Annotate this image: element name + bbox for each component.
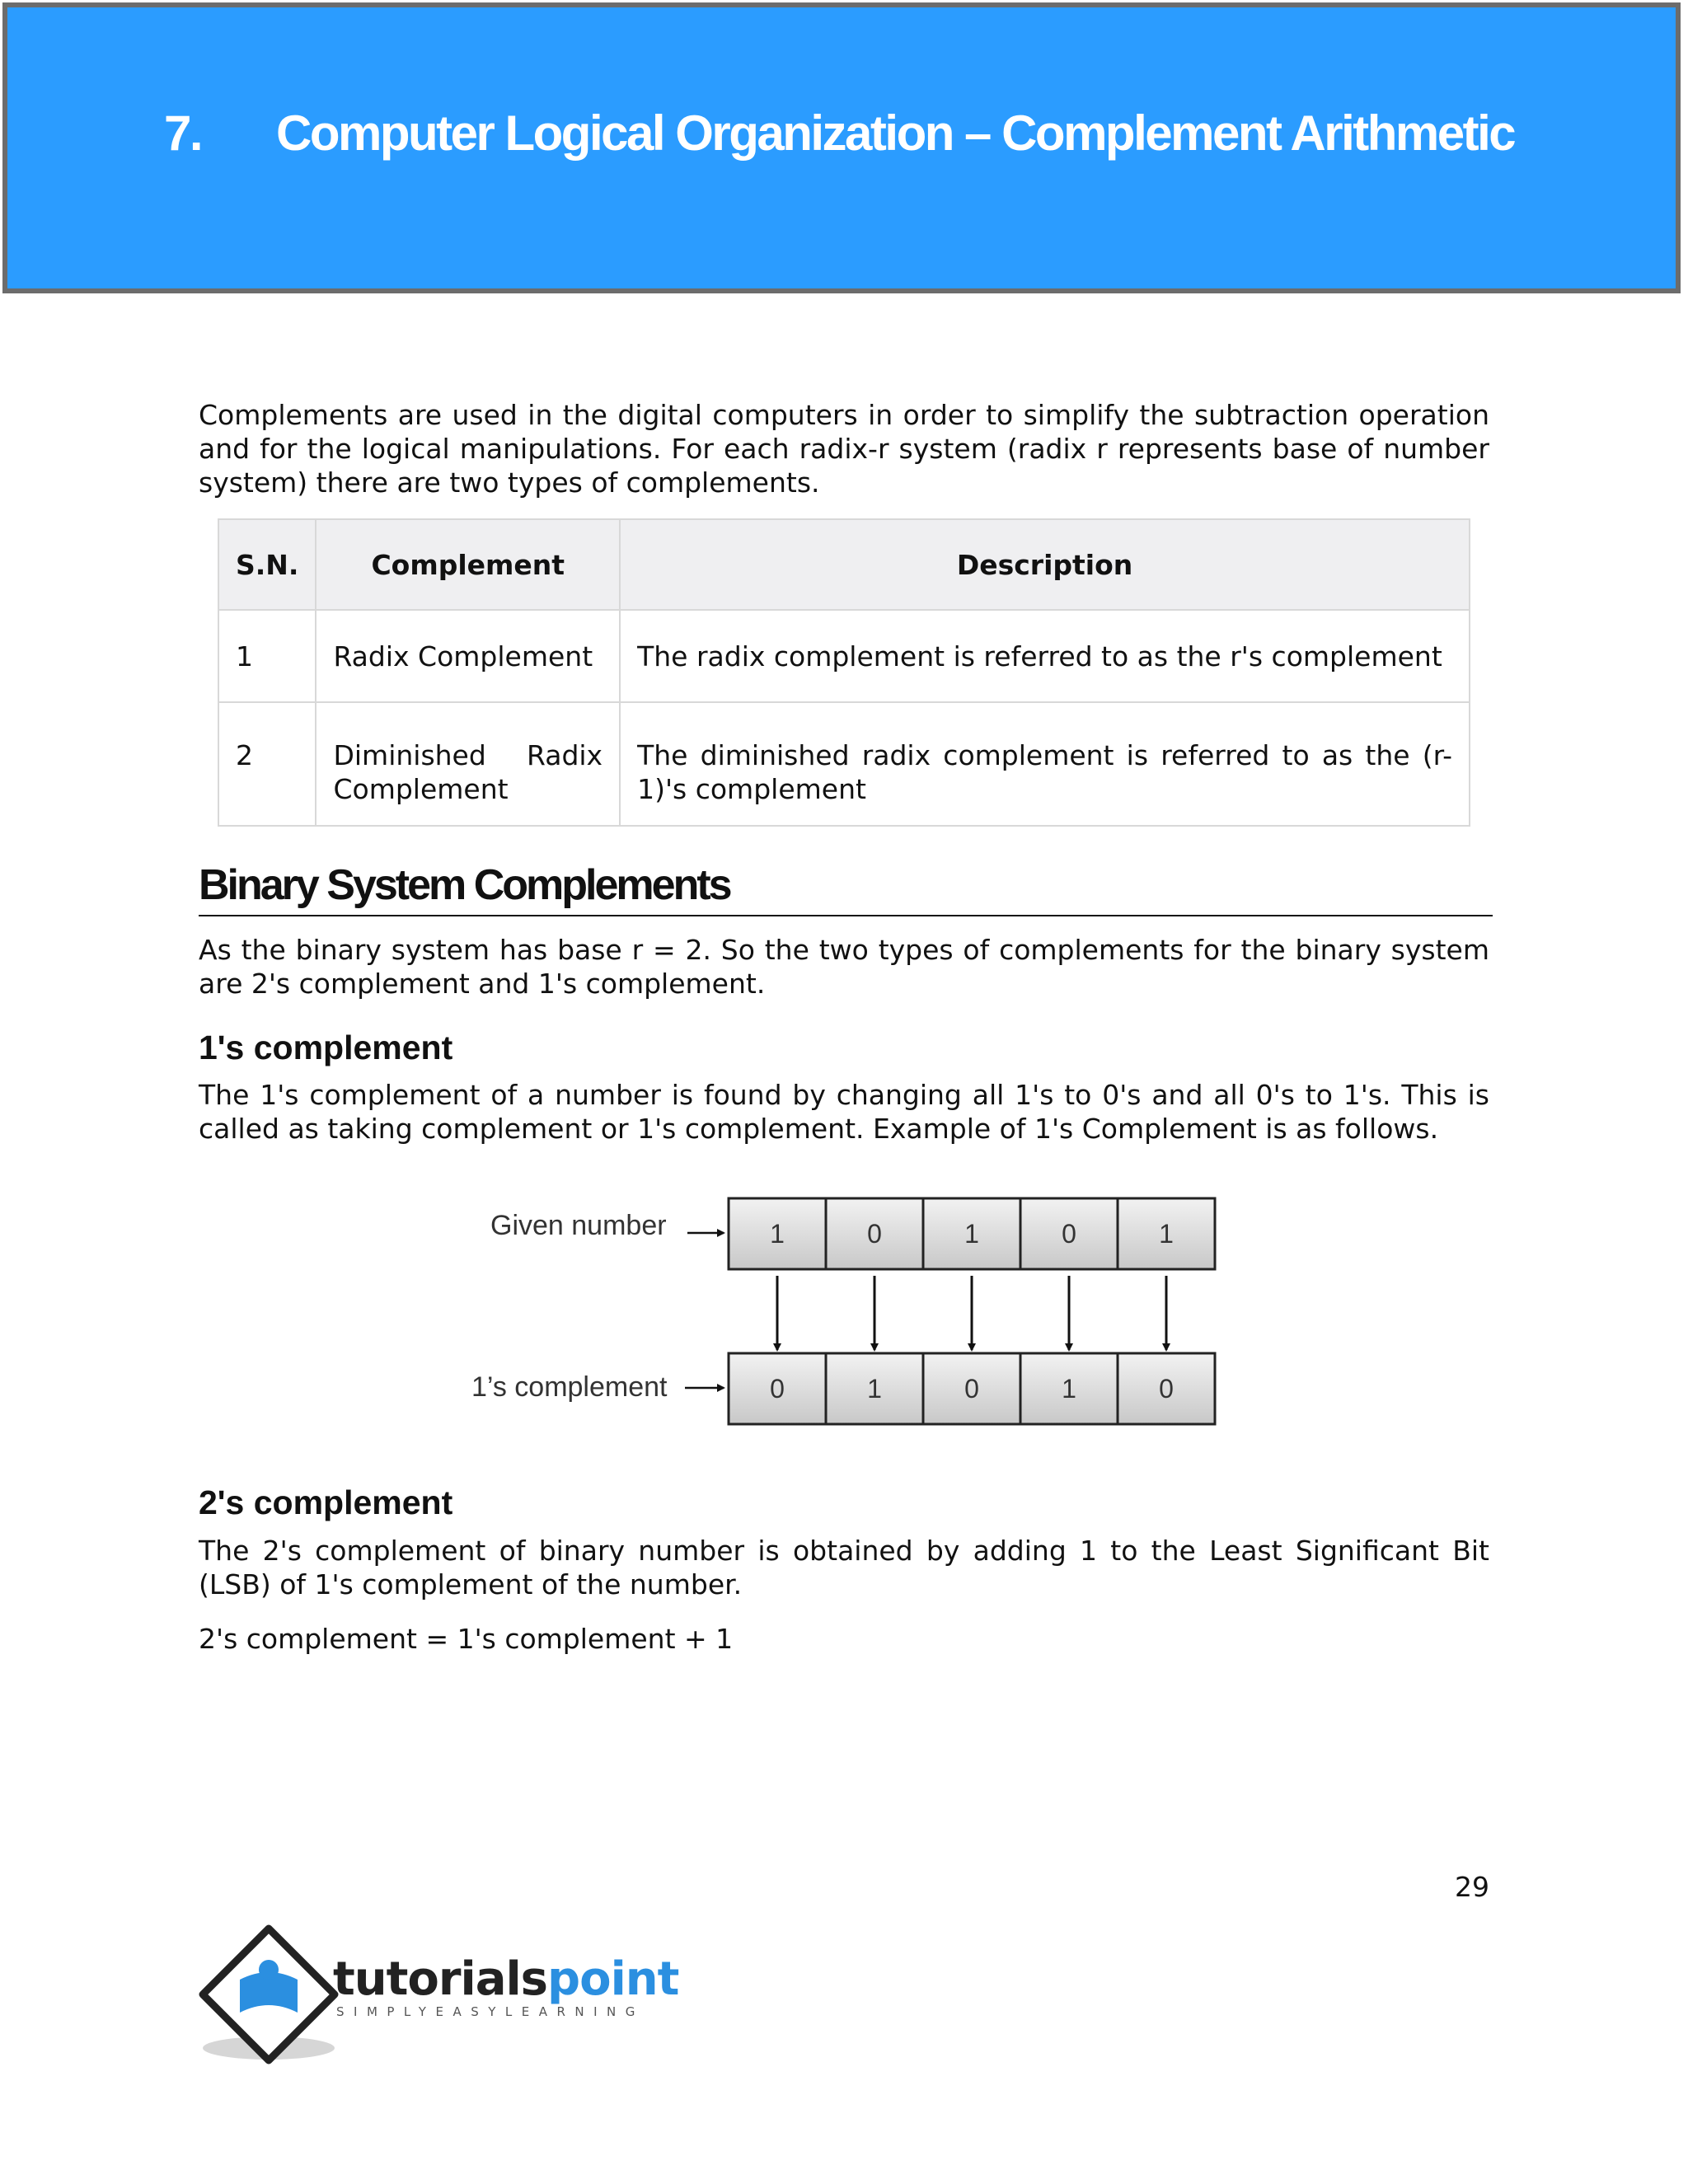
ones-complement-label: 1’s complement: [471, 1371, 668, 1403]
logo-tagline: SIMPLYEASYLEARNING: [336, 2004, 645, 2019]
chapter-title-text: Computer Logical Organization – Complement Arithmetic: [276, 105, 1515, 161]
chapter-title: [164, 105, 1514, 162]
cell-complement: Radix Complement: [316, 610, 620, 702]
twos-complement-paragraph: The 2's complement of binary number is obtained by adding 1 to the Least Significant Bit (LSB) of 1's complement of the number.: [199, 1535, 1489, 1601]
complement-table: [218, 518, 1470, 827]
given-bit-value: 1: [964, 1219, 979, 1249]
ones-complement-diagram: [462, 1179, 1228, 1434]
result-bit-value: 0: [770, 1374, 785, 1404]
twos-complement-formula: 2's complement = 1's complement + 1: [199, 1623, 734, 1655]
result-bit-value: 1: [867, 1374, 882, 1404]
section-heading-binary: Binary System Complements: [199, 857, 1493, 916]
chapter-number: 7.: [164, 105, 202, 161]
header-complement: Complement: [316, 519, 620, 610]
given-number-label: Given number: [490, 1210, 667, 1241]
given-bit-value: 1: [770, 1219, 785, 1249]
cell-sn: 2: [218, 702, 316, 826]
cell-description: The radix complement is referred to as the r's complement: [620, 610, 1470, 702]
result-bit-value: 0: [1159, 1374, 1174, 1404]
twos-complement-heading: 2's complement: [199, 1483, 453, 1521]
table-row: [218, 610, 1470, 702]
table-row: [218, 702, 1470, 826]
intro-paragraph: Complements are used in the digital computers in order to simplify the subtraction operation and for the logical manipulations. For each radix-r system (radix r represents base of number system) there are two types of complements.: [199, 399, 1489, 499]
logo-name-right: point: [547, 1952, 679, 2006]
result-bit-value: 0: [964, 1374, 979, 1404]
bit-arrows: [777, 1276, 1166, 1350]
header-description: Description: [620, 519, 1470, 610]
binary-paragraph: As the binary system has base r = 2. So the two types of complements for the binary system are 2's complement and 1's complement.: [199, 934, 1489, 1000]
given-bits-row: [729, 1198, 1215, 1269]
given-bit-value: 0: [1062, 1219, 1076, 1249]
result-bit-value: 1: [1062, 1374, 1076, 1404]
logo-name-left: tutorials: [333, 1952, 548, 2006]
svg-text:tutorialspoint: [333, 1952, 679, 2006]
given-bit-value: 1: [1159, 1219, 1174, 1249]
ones-complement-paragraph: The 1's complement of a number is found by changing all 1's to 0's and all 0's to 1's. This is called as taking complement or 1's complement. Example of 1's Complement is as follows.: [199, 1079, 1489, 1145]
cell-description: The diminished radix complement is referred to as the (r-1)'s complement: [620, 702, 1470, 826]
tutorialspoint-logo: [195, 1922, 689, 2070]
result-bits-row: [729, 1353, 1215, 1424]
ones-complement-heading: 1's complement: [199, 1029, 453, 1066]
header-sn: S.N.: [218, 519, 316, 610]
cell-sn: 1: [218, 610, 316, 702]
page-number: 29: [1455, 1871, 1489, 1903]
given-bit-value: 0: [867, 1219, 882, 1249]
table-header-row: [218, 519, 1470, 610]
cell-complement: Diminished Radix Complement: [316, 702, 620, 826]
logo-figure-icon: [259, 1960, 279, 1980]
chapter-banner: [2, 2, 1681, 293]
